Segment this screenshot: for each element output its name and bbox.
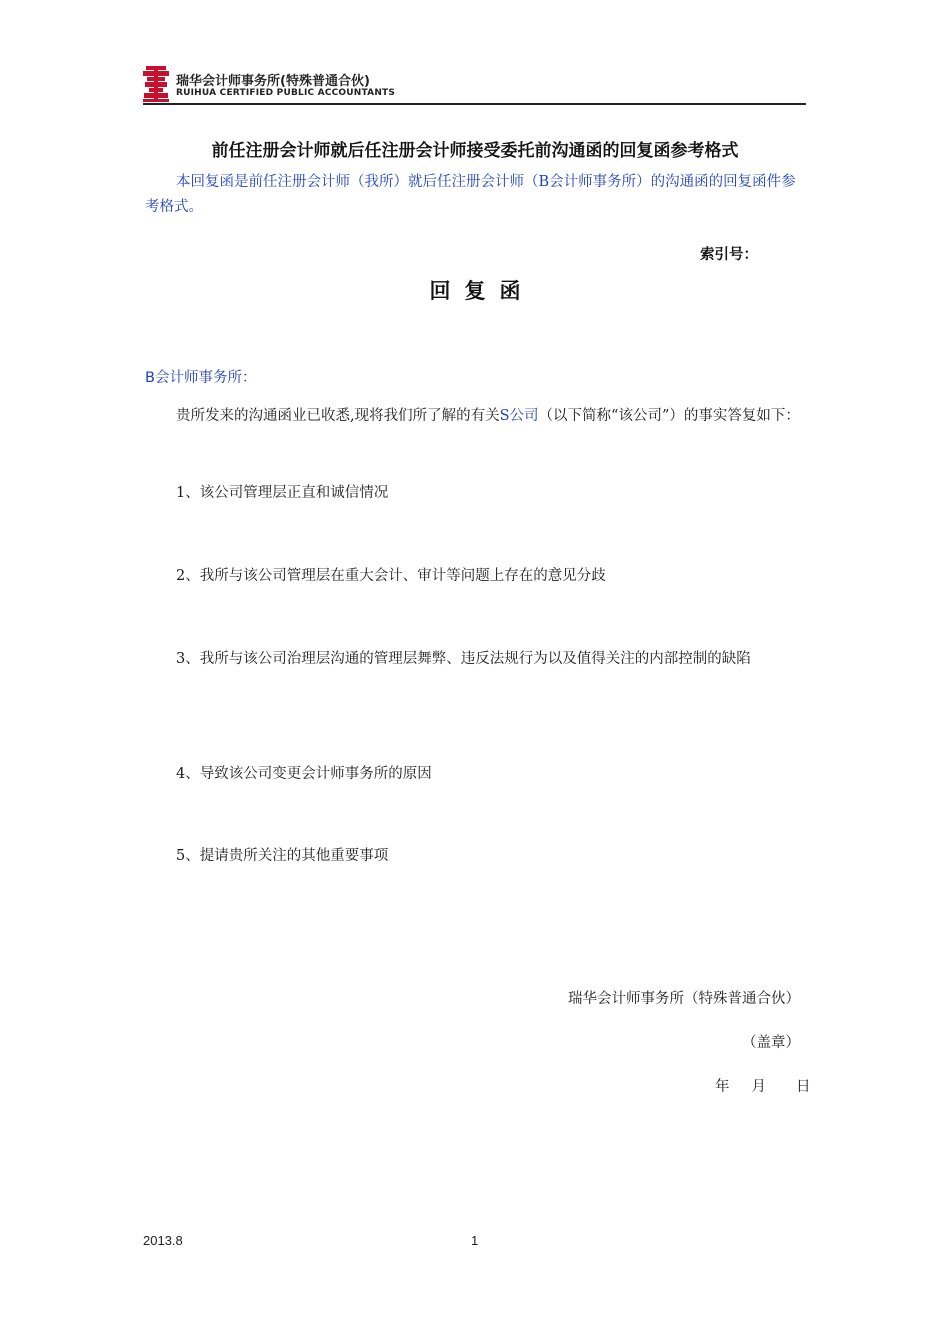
signature-firm: 瑞华会计师事务所（特殊普通合伙） [568,991,800,1007]
list-item: 4、导致该公司变更会计师事务所的原因 [176,766,432,782]
letter-title: 回复函 [429,278,535,303]
header-divider [143,103,806,105]
ruihua-logo-icon [143,66,169,102]
page-number: 1 [471,1233,479,1248]
list-item: 5、提请贵所关注的其他重要事项 [176,848,389,864]
company-name: S公司 [499,408,539,424]
index-number-label: 索引号： [700,247,758,263]
list-item: 1、该公司管理层正直和诚信情况 [176,485,389,501]
footer-date: 2013.8 [143,1233,183,1248]
body-paragraph [145,401,805,431]
body-text-post: （以下简称“该公司”）的事实答复如下： [538,408,800,424]
list-item: 2、我所与该公司管理层在重大会计、审计等问题上存在的意见分歧 [176,568,606,584]
document-title: 前任注册会计师就后任注册会计师接受委托前沟通函的回复函参考格式 [211,141,739,161]
firm-name-cn: 瑞华会计师事务所(特殊普通合伙) [176,74,370,89]
date-month: 月 [751,1079,766,1095]
signature-date [715,1075,811,1096]
list-item: 3、我所与该公司治理层沟通的管理层舞弊、违反法规行为以及值得关注的内部控制的缺陷 [176,651,751,667]
addressee: B会计师事务所： [145,370,257,386]
date-day: 日 [796,1079,811,1095]
firm-name-en: RUIHUA CERTIFIED PUBLIC ACCOUNTANTS [176,88,396,98]
signature-seal: （盖章） [742,1035,800,1051]
body-text-pre: 贵所发来的沟通函业已收悉,现将我们所了解的有关 [176,408,500,424]
intro-note: 本回复函是前任注册会计师（我所）就后任注册会计师（B会计师事务所）的沟通函的回复函件参考格式。 [145,174,796,215]
date-year: 年 [715,1079,730,1095]
